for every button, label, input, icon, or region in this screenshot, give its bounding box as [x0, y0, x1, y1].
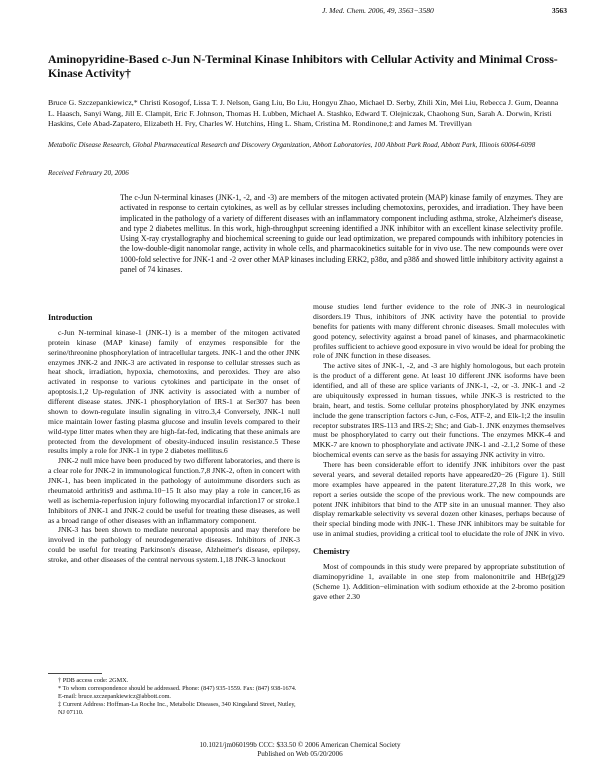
author-list: Bruce G. Szczepankiewicz,* Christi Kosogof, Lissa T. J. Nelson, Gang Liu, Bo Liu, Hongyu Zhao, Michael D. Serby, Zhili Xin, Mei Liu, Rebecca J. Gum, Deanna L. Haasch, Sanyi Wang, Jill E. Clampit, Eric F. Johnson, Thomas H. Lubben, Michael A. Stashko, Edward T. Olejniczak, Chaohong Sun, Sarah A. Dorwin, Kristi Haskins, Cele Abad-Zapatero, Elizabeth H. Fry, Charles W. Hutchins, Hing L. Sham, Cristina M. Rondinone,‡ and James M. Trevillyan: [48, 98, 559, 129]
intro-paragraph: JNK-2 null mice have been produced by two different laboratories, and there is a clear role for JNK-2 in immunological function.7,8 JNK-2, often in concert with JNK-1, has been implicated in the pathology of autoimmune disorders such as rheumatoid arthritis9 and asthma.10−15 It also may play a role in cancer,16 as well as ischemia-reperfusion injury following myocardial infarction17 or stroke.1 Inhibitors of JNK-1 and JNK-2 could be useful for treating these diseases, as well as a broad range of other diseases with an inflammatory component.: [48, 456, 300, 525]
footnote: ‡ Current Address: Hoffman-La Roche Inc., Metabolic Diseases, 340 Kingsland Street, Nutley, NJ 07110.: [58, 701, 296, 717]
footnotes: [58, 677, 300, 717]
introduction-heading: Introduction: [48, 313, 93, 322]
body-paragraph: mouse studies lend further evidence to the role of JNK-3 in neurological disorders.19 Thus, inhibitors of JNK activity have the potential to provide benefits for patients with many different chronic diseases. Small molecules with good potency, selectivity against a broad panel of kinases, and pharmacokinetic profiles sufficient to achieve good exposure in vivo would be ideal for probing the role of JNK function in these diseases.: [313, 302, 565, 361]
right-column: [313, 302, 565, 601]
publication-footer: [0, 741, 600, 759]
footnote: * To whom correspondence should be addressed. Phone: (847) 935-1559. Fax: (847) 938-1674. E-mail: bruce.szczepankiewicz@abbott.com.: [58, 685, 297, 701]
intro-paragraph: JNK-3 has been shown to mediate neuronal apoptosis and may therefore be involved in the pathology of neurodegenerative diseases. Inhibitors of JNK-3 could be useful for treating Parkinson's disease, Alzheimer's disease, epilepsy, stroke, and other diseases of the central nervous system.1,18 JNK-3 knockout: [48, 525, 300, 564]
abstract: The c-Jun N-terminal kinases (JNK-1, -2, and -3) are members of the mitogen activated protein (MAP) kinase family of enzymes. They are activated in response to certain cytokines, as well as by cellular stresses including chemotoxins, peroxides, and irradiation. They have been implicated in the pathology of a variety of different diseases with an inflammatory component including asthma, stroke, Alzheimer's disease, and type 2 diabetes mellitus. In this work, high-throughput screening identified a JNK inhibitor with an excellent kinase selectivity profile. Using X-ray crystallography and biochemical screening to guide our lead optimization, we prepared compounds with inhibitory potencies in the low-double-digit nanomolar range, activity in whole cells, and pharmacokinetics suitable for in vivo use. The new compounds were over 1000-fold selective for JNK-1 and -2 over other MAP kinases including ERK2, p38α, and p38δ and showed little inhibitory activity against a panel of 74 kinases.: [120, 193, 563, 274]
body-paragraph: The active sites of JNK-1, -2, and -3 are highly homologous, but each protein is the product of a different gene. At least 10 different JNK isoforms have been identified, and all of these are splice variants of JNK-1, -2, or -3. JNK-1 and -2 are ubiquitously expressed in human tissues, while JNK-3 is restricted to the brain, heart, and testis. Some cellular proteins phosphorylated by JNK enzymes include the gene transcription factors c-Jun, c-Fos, ATF-2, and Elk-1;2 the insulin receptor substrates IRS-113 and IRS-2; Shc; and Gab-1. JNK enzymes themselves must be phosphorylated to carry out their functions. The enzymes MKK-4 and MKK-7 are known to phosphorylate and activate JNK-1 and -2.1,2 Some of these biochemical events can serve as the basis for assaying JNK activity in vitro.: [313, 361, 565, 460]
intro-paragraph: c-Jun N-terminal kinase-1 (JNK-1) is a member of the mitogen activated protein kinase (MAP kinase) family of enzymes responsible for the serine/threonine phosphorylation of intracellular targets. JNK-1 and the other JNK enzymes JNK-2 and JNK-3 are activated in response to cellular stresses such as heat shock, irradiation, hypoxia, chemotoxins, and peroxides. They are also activated in response to various cytokines and participate in the onset of apoptosis.1,2 Up-regulation of JNK activity is associated with a number of different disease states. JNK-1 phosphorylation of IRS-1 at Ser307 has been shown to down-regulate insulin signaling in vitro.3,4 Conversely, JNK-1 null mice maintain lower fasting plasma glucose and insulin levels compared to their wild-type litter mates when they are high-fat-fed, indicating that these animals are protected from the development of obesity-induced insulin resistance.5 These results imply a role for JNK-1 in type 2 diabetes mellitus.6: [48, 327, 300, 456]
article-title: Aminopyridine-Based c-Jun N-Terminal Kinase Inhibitors with Cellular Activity and Minimal Cross-Kinase Activity†: [48, 52, 558, 80]
affiliation: Metabolic Disease Research, Global Pharmaceutical Research and Discovery Organization, Abbott Laboratories, 100 Abbott Park Road, Abbott Park, Illinois 60064-6098: [48, 141, 536, 149]
footnote: † PDB access code: 2GMX.: [58, 677, 129, 684]
page-number: 3563: [551, 6, 567, 15]
received-date: Received February 20, 2006: [48, 169, 129, 177]
body-paragraph: There has been considerable effort to identify JNK inhibitors over the past several years, and several detailed reports have appeared20−26 (Figure 1). Still more examples have appeared in the patent literature.27,28 In this work, we report a series outside the scope of the previous work. The new compounds are potent JNK inhibitors that bind to the ATP site in an unusual manner. They also display remarkable selectivity vs several dozen other kinases, perhaps because of their special binding mode with JNK-1. These JNK inhibitors may be suitable for use in animal studies, providing a critical tool to elucidate the role of JNK in vivo.: [313, 460, 565, 539]
chemistry-paragraph: Most of compounds in this study were prepared by appropriate substitution of diaminopyridine 1, available in one step from malononitrile and HBr(g)29 (Scheme 1). Addition−elimination with sodium ethoxide at the 2-bromo position gave ether 2.30: [313, 561, 565, 601]
published-date: Published on Web 05/20/2006: [257, 750, 343, 758]
doi-line: 10.1021/jm060199b CCC: $33.50 © 2006 American Chemical Society: [199, 741, 401, 749]
left-column: [48, 313, 300, 565]
chemistry-heading: Chemistry: [313, 547, 350, 556]
journal-reference: J. Med. Chem. 2006, 49, 3563−3580: [322, 6, 434, 15]
footnote-divider: [48, 673, 102, 674]
